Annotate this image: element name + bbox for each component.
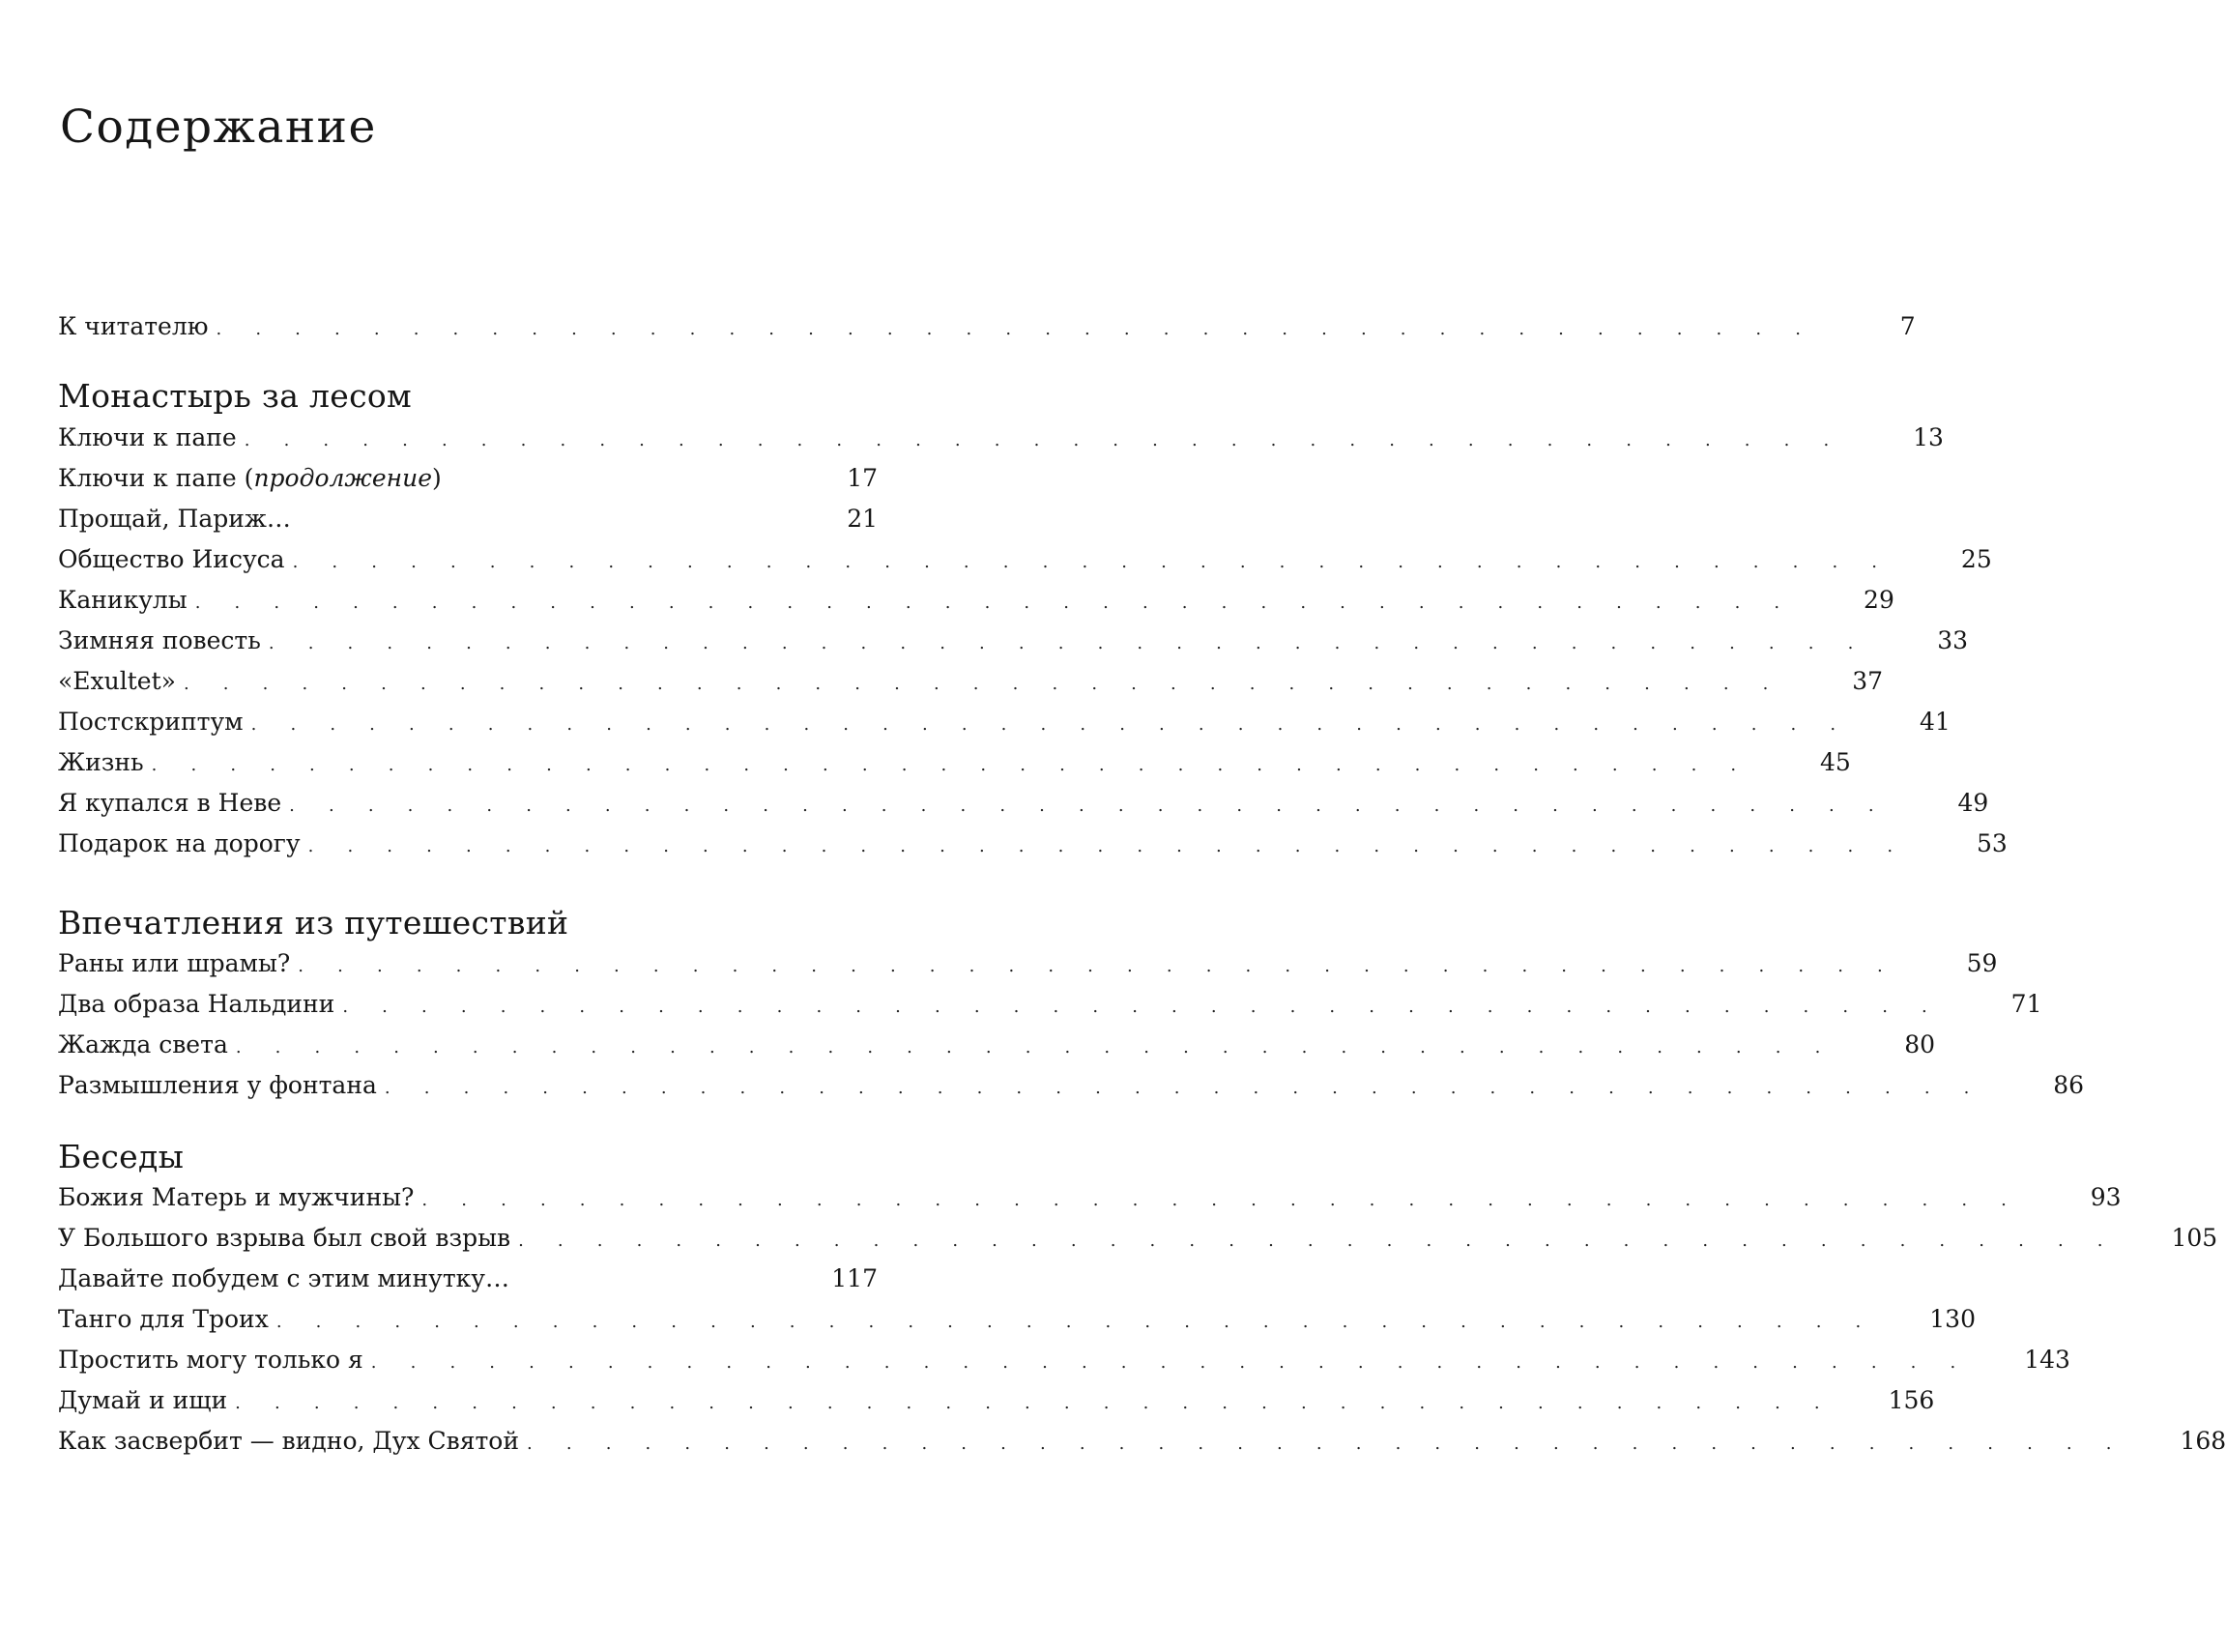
dot-leader: . . . . . . . . . . . . . . . . . . . . . . . . . . . . . . . . . . . . . . . . . [268, 633, 1868, 653]
toc-page-number: 117 [831, 1264, 878, 1292]
toc-page-number: 25 [1960, 545, 1992, 573]
toc-entry[interactable] [58, 1066, 2085, 1105]
toc-entry[interactable] [58, 944, 1998, 983]
dot-leader: . . . . . . . . . . . . . . . . . . . . . . . . . . . . . . . . . . . . . . . . . [384, 1078, 1984, 1098]
toc-entry[interactable] [58, 1178, 2122, 1217]
toc-entry[interactable] [58, 662, 1884, 701]
toc-entry-label: Думай и ищи [58, 1386, 228, 1414]
dot-leader: . . . . . . . . . . . . . . . . . . . . . . . . . . . . . . . . . . . . . . . . . [250, 714, 1850, 735]
toc-page-number: 93 [2090, 1183, 2122, 1211]
dot-leader: . . . . . . . . . . . . . . . . . . . . . . . . . . . . . . . . . . . . . . . . . [244, 430, 1843, 450]
toc-entry[interactable] [58, 540, 1992, 579]
dot-leader: . . . . . . . . . . . . . . . . . . . . . . . . . . . . . . . . . . . . . . . . . [342, 997, 1942, 1017]
toc-page-number: 7 [1899, 312, 1916, 340]
dot-leader: . . . . . . . . . . . . . . . . . . . . . . . . . . . . . . . . . . . . . . . . . [183, 674, 1783, 694]
toc-page-number: 53 [1976, 829, 2008, 857]
dot-leader: . . . . . . . . . . . . . . . . . . . . . . . . . . . . . . . . . . . . . . . . . [518, 1231, 2118, 1251]
toc-entry[interactable] [58, 703, 1951, 741]
dot-leader: . . . . . . . . . . . . . . . . . . . . . . . . . . . . . . . . . . . . . . . . . [216, 319, 1815, 339]
section-heading: Монастырь за лесом [58, 377, 412, 415]
dot-leader: . . . . . . . . . . . . . . . . . . . . . . . . . . . . . . . . . . . . . . . . . [370, 1352, 1970, 1373]
toc-entry[interactable] [58, 1260, 878, 1298]
toc-entry-label-italic: продолжение [253, 464, 432, 492]
dot-leader: . . . . . . . . . . . . . . . . . . . . . . . . . . . . . . . . . . . . . . . . . [298, 956, 1897, 976]
toc-page-number: 33 [1937, 626, 1969, 654]
toc-entry-label: Постскриптум [58, 708, 244, 736]
toc-entry-label: У Большого взрыва был свой взрыв [58, 1224, 511, 1252]
toc-entry-label: Подарок на дорогу [58, 829, 301, 857]
toc-page-number: 41 [1919, 708, 1951, 736]
toc-page-number: 130 [1929, 1305, 1976, 1333]
toc-page-number: 59 [1966, 949, 1998, 977]
dot-leader: . . . . . . . . . . . . . . . . . . . . . . . . . . . . . . . . . . . . . . . . . [307, 836, 1907, 856]
toc-page-number: 86 [2053, 1071, 2085, 1099]
dot-leader: . . . . . . . . . . . . . . . . . . . . . . . . . . . . . . . . . . . . . . . . . [151, 755, 1750, 775]
toc-page-number: 45 [1820, 748, 1851, 776]
toc-entry-label: Танго для Троих [58, 1305, 269, 1333]
toc-entry[interactable] [58, 825, 2008, 863]
toc-entry-label: Жизнь [58, 748, 144, 776]
toc-entry[interactable] [58, 784, 1989, 823]
toc-entry[interactable] [58, 743, 1851, 782]
toc-entry[interactable] [58, 985, 2042, 1024]
dot-leader: . . . . . . . . . . . . . . . . . . . . . . . . . . . . . . . . . . . . . . . . . [289, 796, 1889, 816]
toc-entry-label: Простить могу только я [58, 1346, 363, 1374]
section-heading: Впечатления из путешествий [58, 904, 569, 942]
toc-entry-label: Жажда света [58, 1030, 228, 1058]
toc-page-number: 13 [1913, 423, 1944, 451]
toc-entry-label: Я купался в Неве [58, 789, 282, 817]
page-title: Содержание [60, 101, 377, 154]
toc-page-number: 105 [2171, 1224, 2218, 1252]
toc-entry-label: Два образа Нальдини [58, 990, 335, 1018]
toc-page-number: 17 [847, 464, 878, 492]
toc-entry-label: Ключи к папе (продолжение) [58, 464, 442, 492]
toc-page-number: 156 [1888, 1386, 1935, 1414]
toc-entry[interactable] [58, 459, 878, 498]
toc-page-number: 29 [1864, 586, 1894, 614]
toc-entry-label: Божия Матерь и мужчины? [58, 1183, 415, 1211]
dot-leader: . . . . . . . . . . . . . . . . . . . . . . . . . . . . . . . . . . . . . . . . . [527, 1434, 2126, 1454]
toc-entry[interactable] [58, 622, 1969, 660]
toc-entry[interactable] [58, 1341, 2070, 1379]
toc-entry-label: Раны или шрамы? [58, 949, 291, 977]
toc-entry-label: «Exultet» [58, 667, 176, 695]
toc-entry[interactable] [58, 419, 1944, 457]
dot-leader: . . . . . . . . . . . . . . . . . . . . . . . . . . . . . . . . . . . . . . . . . [275, 1312, 1875, 1332]
toc-entry-label: Общество Иисуса [58, 545, 285, 573]
toc-entry[interactable] [58, 1026, 1935, 1064]
dot-leader: . . . . . . . . . . . . . . . . . . . . . . . . . . . . . . . . . . . . . . . . . [194, 593, 1794, 613]
toc-entry-intro[interactable] [58, 307, 1916, 346]
toc-page-number: 37 [1852, 667, 1884, 695]
toc-page-number: 168 [2180, 1427, 2226, 1455]
toc-entry[interactable] [58, 500, 878, 538]
toc-page-number: 143 [2024, 1346, 2070, 1374]
toc-entry-label: Как засвербит — видно, Дух Святой [58, 1427, 520, 1455]
dot-leader: . . . . . . . . . . . . . . . . . . . . . . . . . . . . . . . . . . . . . . . . . [235, 1037, 1835, 1058]
toc-page-number: 80 [1904, 1030, 1935, 1058]
toc-page-number: 21 [847, 505, 878, 533]
toc-entry[interactable] [58, 581, 1894, 620]
toc-entry-label: Зимняя повесть [58, 626, 261, 654]
dot-leader: . . . . . . . . . . . . . . . . . . . . . . . . . . . . . . . . . . . . . . . . . [235, 1393, 1835, 1413]
toc-entry-label: Каникулы [58, 586, 188, 614]
toc-entry[interactable] [58, 1300, 1976, 1339]
section-heading: Беседы [58, 1138, 185, 1175]
toc-entry-label: Давайте побудем с этим минутку… [58, 1264, 509, 1292]
toc-entry-label: К читателю [58, 312, 209, 340]
dot-leader: . . . . . . . . . . . . . . . . . . . . . . . . . . . . . . . . . . . . . . . . . [292, 552, 1892, 572]
toc-entry[interactable] [58, 1219, 2218, 1258]
toc-entry-label: Ключи к папе [58, 423, 237, 451]
toc-entry-label: Размышления у фонтана [58, 1071, 377, 1099]
toc-entry[interactable] [58, 1422, 2226, 1461]
dot-leader: . . . . . . . . . . . . . . . . . . . . . . . . . . . . . . . . . . . . . . . . . [421, 1190, 2021, 1210]
toc-entry[interactable] [58, 1381, 1935, 1420]
toc-page-number: 49 [1957, 789, 1989, 817]
toc-entry-label: Прощай, Париж… [58, 505, 291, 533]
toc-page-number: 71 [2010, 990, 2042, 1018]
